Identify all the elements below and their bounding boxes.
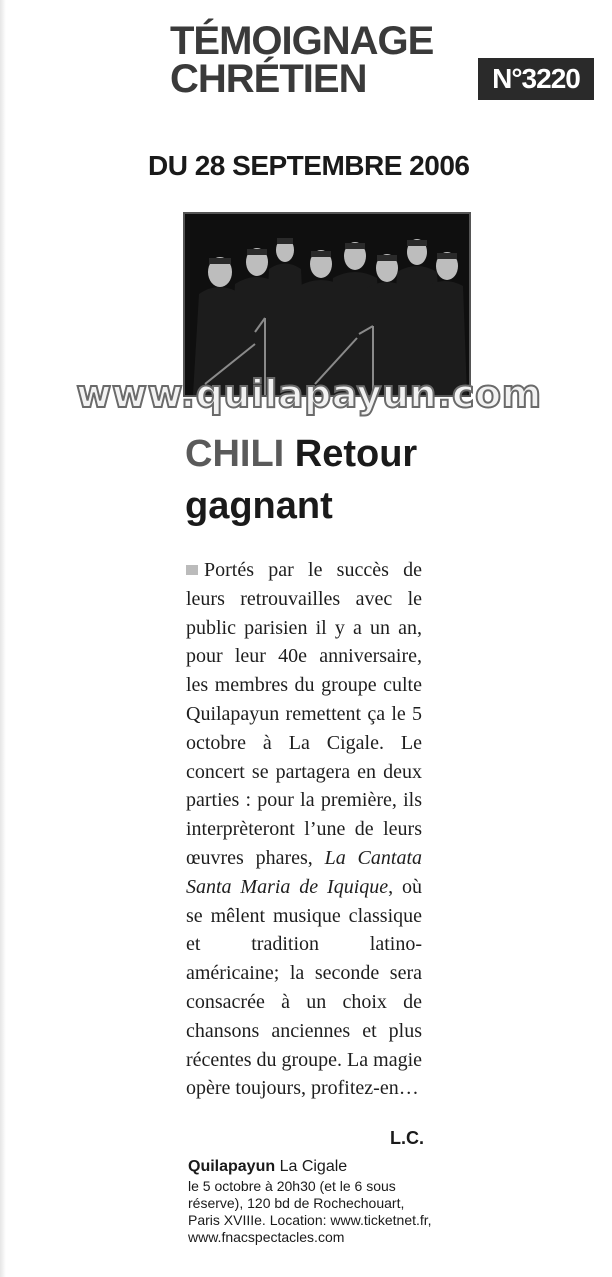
concert-info-line-3: Paris XVIIIe. Location: www.ticketnet.fr,	[188, 1212, 432, 1228]
newspaper-masthead	[170, 19, 434, 101]
concert-info-line-1: le 5 octobre à 20h30 (et le 6 sous	[188, 1178, 396, 1194]
headline-rubric: CHILI	[185, 433, 285, 475]
concert-info-line-4: www.fnacspectacles.com	[188, 1229, 345, 1245]
concert-venue-name: La Cigale	[279, 1158, 348, 1175]
article-body	[186, 556, 422, 1103]
masthead-line-2: CHRÉTIEN	[170, 57, 367, 101]
article-text-part-2: , où se mêlent musique classique et tradition latino-américaine; la seconde sera consacrée à un choix de chansons anciennes et plus récentes du groupe. La magie opère toujours, profitez-en…	[186, 875, 423, 1100]
concert-info-box	[188, 1156, 432, 1246]
publication-date: DU 28 SEPTEMBRE 2006	[148, 150, 470, 181]
author-initials: L.C.	[390, 1128, 424, 1148]
scan-edge-shadow	[0, 0, 6, 1277]
paragraph-marker-icon	[186, 565, 198, 575]
article-text-part-1: Portés par le succès de leurs retrouvailles avec le public parisien il y a un an, pour leur 40e anniversaire, les membres du groupe culte Quilapayun remettent ça le 5 octobre à La Cigale. Le concert se partagera en deux parties : pour la première, ils interprèteront l’une de leurs œuvres phares,	[186, 559, 422, 869]
band-photo-illustration	[185, 214, 469, 395]
headline-title-part-2: gagnant	[185, 485, 333, 527]
article-work-title: La Cantata Santa Maria de Iquique	[186, 846, 423, 898]
headline-title-part-1: Retour	[294, 433, 418, 475]
concert-band-name: Quilapayun	[188, 1158, 276, 1175]
masthead-line-1: TÉMOIGNAGE	[170, 19, 434, 63]
concert-info-line-2: réserve), 120 bd de Rochechouart,	[188, 1195, 405, 1211]
band-photo	[183, 212, 471, 397]
website-watermark: www.quilapayun.com	[76, 372, 542, 416]
concert-heading	[188, 1156, 432, 1178]
article-headline	[185, 428, 445, 532]
issue-number-badge: N°3220	[478, 58, 594, 100]
